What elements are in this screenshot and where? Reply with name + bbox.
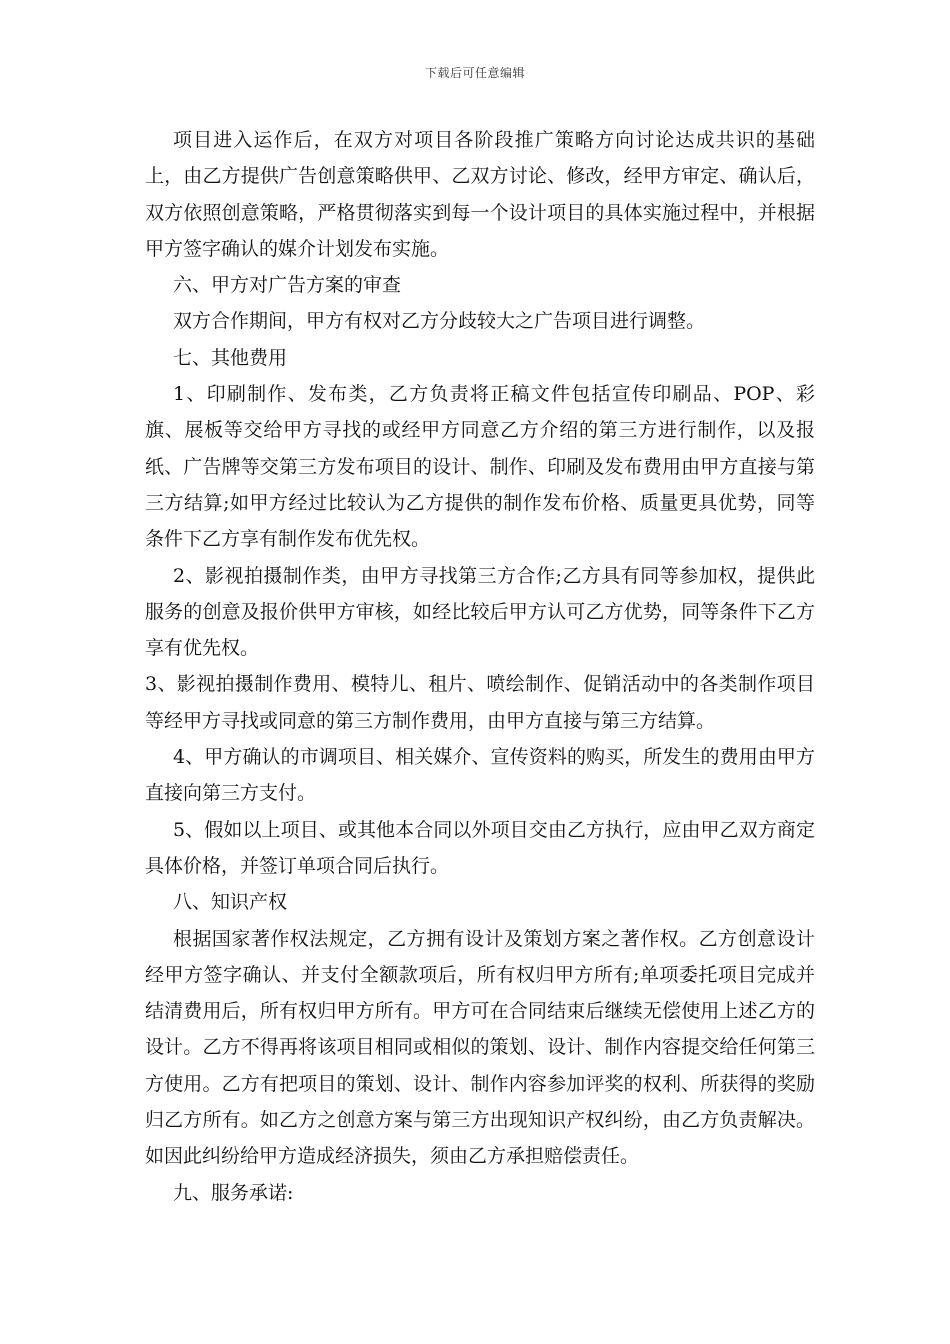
paragraph-intellectual-property: 根据国家著作权法规定，乙方拥有设计及策划方案之著作权。乙方创意设计经甲方签字确认、并支付全额款项后，所有权归甲方所有;单项委托项目完成并结清费用后，所有权归甲方所有。甲方可在合同结束后继续无偿使用上述乙方的设计。乙方不得再将该项目相同或相似的策划、设计、制作内容提交给任何第三方使用。乙方有把项目的策划、设计、制作内容参加评奖的权利、所获得的奖励归乙方所有。如乙方之创意方案与第三方出现知识产权纠纷，由乙方负责解决。如因此纠纷给甲方造成经济损失，须由乙方承担赔偿责任。: [145, 927, 815, 1168]
paragraph-review-rights: 双方合作期间，甲方有权对乙方分歧较大之广告项目进行调整。: [173, 310, 706, 333]
paragraph-fee-item-5: 5、假如以上项目、或其他本合同以外项目交由乙方执行，应由甲乙双方商定具体价格，并签订单项合同后执行。: [145, 818, 815, 877]
section-heading-9: 九、服务承诺:: [173, 1181, 294, 1204]
paragraph-fee-item-2: 2、影视拍摄制作类，由甲方寻找第三方合作;乙方具有同等参加权，提供此服务的创意及报价供甲方审核，如经比较后甲方认可乙方优势，同等条件下乙方享有优先权。: [145, 564, 815, 660]
paragraph-fee-item-4: 4、甲方确认的市调项目、相关媒介、宣传资料的购买，所发生的费用由甲方直接向第三方支付。: [145, 746, 815, 805]
page-header: 下载后可任意编辑: [424, 66, 525, 80]
section-heading-8: 八、知识产权: [173, 891, 288, 914]
section-heading-6: 六、甲方对广告方案的审查: [173, 274, 402, 297]
document-body: [145, 122, 815, 1211]
section-heading-7: 七、其他费用: [173, 346, 288, 369]
paragraph-project-operation: 项目进入运作后，在双方对项目各阶段推广策略方向讨论达成共识的基础上，由乙方提供广告创意策略供甲、乙双方讨论、修改，经甲方审定、确认后，双方依照创意策略，严格贯彻落实到每一个设计项目的具体实施过程中，并根据甲方签字确认的媒介计划发布实施。: [145, 129, 815, 260]
paragraph-fee-item-1: 1、印刷制作、发布类，乙方负责将正稿文件包括宣传印刷品、POP、彩旗、展板等交给甲方寻找的或经甲方同意乙方介绍的第三方进行制作，以及报纸、广告牌等交第三方发布项目的设计、制作、印刷及发布费用由甲方直接与第三方结算;如甲方经过比较认为乙方提供的制作发布价格、质量更具优势，同等条件下乙方享有制作发布优先权。: [145, 383, 815, 551]
paragraph-fee-item-3: 3、影视拍摄制作费用、模特儿、租片、喷绘制作、促销活动中的各类制作项目等经甲方寻找或同意的第三方制作费用，由甲方直接与第三方结算。: [145, 673, 815, 732]
